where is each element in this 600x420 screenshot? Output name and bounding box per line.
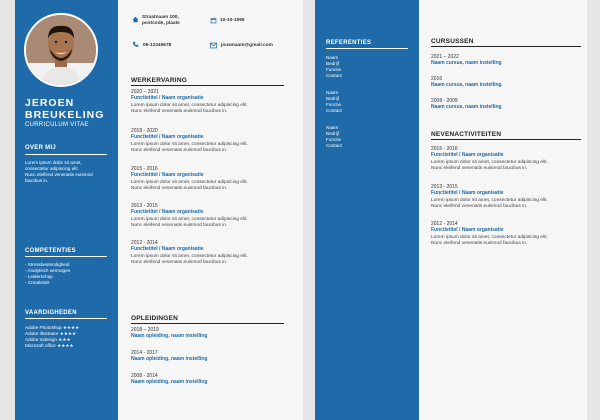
experience-heading: WERKERVARING [131,77,187,84]
cv-page-1 [15,0,303,420]
phone-icon [132,41,139,48]
list-item: - Stressbestendigheid [25,262,70,267]
home-icon [132,16,139,23]
phone-number: 06-12345678 [143,43,172,48]
list-item: - Leiderschap [25,274,53,279]
rating-stars: ★★★★ [57,343,74,348]
list-item: - Creativiteit [25,280,50,285]
main-column-page-1 [118,0,303,420]
about-divider [25,154,107,155]
courses-divider [431,46,581,47]
main-column-page-2 [419,0,587,420]
list-item: 2016 Naam cursus, naam instelling [431,76,502,88]
list-item: Microsoft office ★★★★ [25,343,74,348]
last-name: BREUKELING [25,109,105,121]
competences-heading: COMPETENTIES [25,248,76,254]
cv-page-2 [315,0,587,420]
list-item: 2021 – 2022 Naam cursus, naam instelling [431,54,502,66]
list-item: 2018 - 2020 Functietitel / Naam organisatie Lorem ipsum dolor sit amet, consectetur adipiscing elit. Nunc eleifend venenatis euismod faucibus in. [131,128,248,154]
profile-name [25,97,104,121]
about-heading: OVER MIJ [25,145,57,151]
skills-divider [25,318,107,319]
envelope-icon [210,42,217,49]
list-item: Adobe Photoshop ★★★★ [25,325,80,330]
about-text: Lorem ipsum dolor sit amet, consectetur adipiscing elit. Nunc eleifend venenatis euismod faucibus in. [25,160,93,183]
left-sidebar [315,0,419,420]
left-sidebar [15,0,118,420]
list-item: Naam Bedrijf Functie Contact [326,125,342,148]
list-item: 2015 - 2016 Functietitel / Naam organisatie Lorem ipsum dolor sit amet, consectetur adipiscing elit. Nunc eleifend venenatis euismod faucibus in. [131,166,248,192]
skills-list [25,325,79,349]
list-item: 2012 - 2014 Functietitel / Naam organisatie Lorem ipsum dolor sit amet, consectetur adipiscing elit. Nunc eleifend venenatis euismod faucibus in. [431,221,548,247]
list-item: - Analytisch vermogen [25,268,71,273]
competences-divider [25,256,107,257]
list-item: 2014 - 2017 Naam opleiding, naam instelling [131,350,208,362]
rating-stars: ★★★ [58,337,71,342]
education-divider [131,323,284,324]
list-item: Adobe Illustrator ★★★★ [25,331,77,336]
first-name: JEROEN [25,97,75,109]
education-heading: OPLEIDINGEN [131,315,178,322]
list-item: Naam Bedrijf Functie Contact [326,55,342,78]
list-item: 2018 – 2019 Naam opleiding, naam instelling [131,327,208,339]
list-item: Naam Bedrijf Functie Contact [326,90,342,113]
references-divider [326,48,408,49]
profile-subtitle: CURRICULUM VITAE [25,122,89,128]
courses-heading: CURSUSSEN [431,38,474,45]
birthdate: 10-10-1995 [220,18,245,23]
references-heading: REFERENTIES [326,40,372,46]
profile-photo [24,13,98,87]
list-item: 2013 - 2015 Functietitel / Naam organisatie Lorem ipsum dolor sit amet, consectetur adipiscing elit. Nunc eleifend venenatis euismod faucibus in. [431,184,548,210]
list-item: 2013 - 2015 Functietitel / Naam organisatie Lorem ipsum dolor sit amet, consectetur adipiscing elit. Nunc eleifend venenatis euismod faucibus in. [131,203,248,229]
competences-list [25,262,70,286]
list-item: 2008 - 2014 Naam opleiding, naam instelling [131,373,208,385]
rating-stars: ★★★★ [62,325,80,330]
skills-heading: VAARDIGHEDEN [25,310,77,316]
rating-stars: ★★★★ [59,331,77,336]
list-item: 2020 – 2021 Functietitel / Naam organisatie Lorem ipsum dolor sit amet, consectetur adipiscing elit. Nunc eleifend venenatis euismod faucibus in. [131,89,248,115]
side-activities-heading: NEVENACTIVITEITEN [431,131,502,138]
side-activities-divider [431,139,581,140]
address: Straatnaam 100, postcode, plaats [142,15,180,26]
list-item: Adobe Indesign ★★★ [25,337,71,342]
list-item: 2015 - 2016 Functietitel / Naam organisatie Lorem ipsum dolor sit amet, consectetur adipiscing elit. Nunc eleifend venenatis euismod faucibus in. [431,146,548,172]
list-item: 2008 - 2009 Naam cursus, naam instelling [431,98,502,110]
calendar-icon [210,17,217,24]
list-item: 2012 - 2014 Functietitel / Naam organisatie Lorem ipsum dolor sit amet, consectetur adipiscing elit. Nunc eleifend venenatis euismod faucibus in. [131,240,248,266]
experience-divider [131,85,284,86]
email-address: jouwnaam@gmail.com [221,43,273,48]
